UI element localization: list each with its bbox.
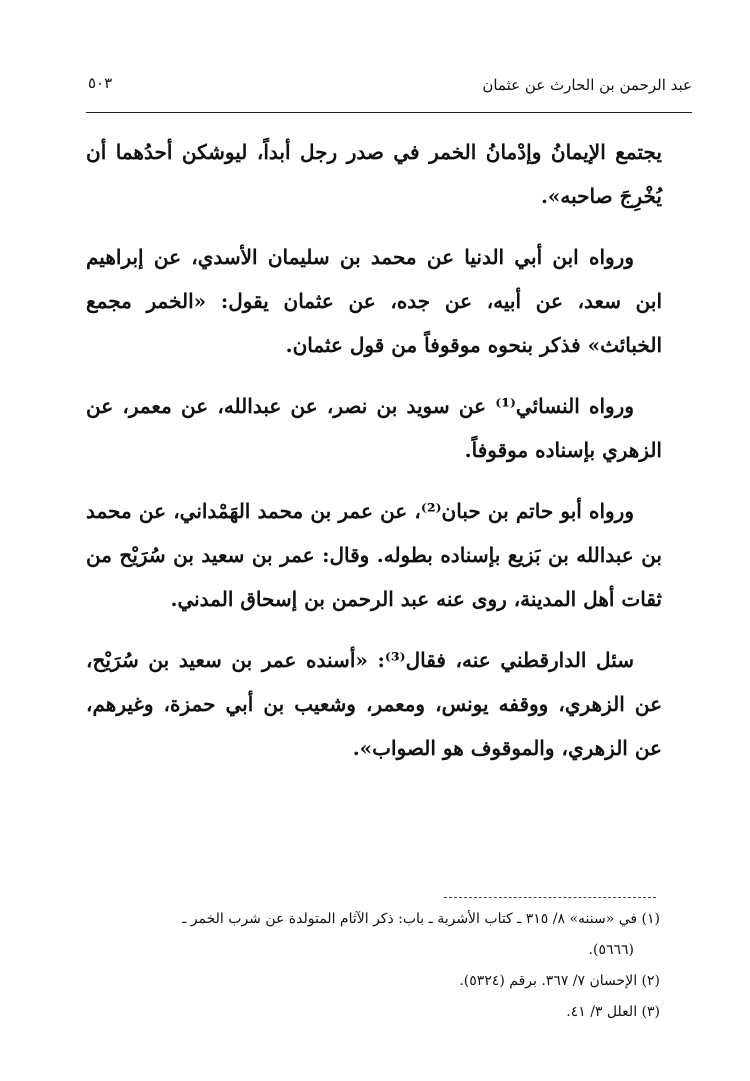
footnote-1: (١) في «سننه» ٨/ ٣١٥ ـ كتاب الأشربة ـ باب: ذكر الآثام المتولدة عن شرب الخمر ـ (182, 911, 660, 927)
footnote-separator (444, 897, 656, 898)
header-rule (86, 112, 692, 113)
paragraph-4: ورواه أبو حاتم بن حبان⁽²⁾، عن عمر بن محمد الهَمْداني، عن محمد بن عبدالله بن بَزيع بإسناده بطوله. وقال: عمر بن سعيد بن سُرَيْح من ثقات أهل المدينة، روى عنه عبد الرحمن بن إسحاق المدني. (86, 499, 662, 611)
footnote-3: (٣) العلل ٣/ ٤١. (566, 1004, 660, 1020)
paragraph-1: يجتمع الإيمانُ وإدْمانُ الخمر في صدر رجل أبداً، ليوشكن أحدُهما أن يُخْرِجَ صاحبه». (86, 140, 662, 208)
paragraph-5: سئل الدارقطني عنه، فقال⁽³⁾: «أسنده عمر بن سعيد بن سُرَيْح، عن الزهري، ووقفه يونس، ومعمر، وشعيب بن أبي حمزة، وغيرهم، عن الزهري، والموقوف هو الصواب». (86, 648, 663, 760)
page-number: ٥٠٣ (88, 74, 113, 92)
footnote-2: (٢) الإحسان ٧/ ٣٦٧. برقم (٥٣٢٤). (459, 973, 660, 989)
running-title: عبد الرحمن بن الحارث عن عثمان (482, 76, 692, 94)
paragraph-3: ورواه النسائي⁽¹⁾ عن سويد بن نصر، عن عبدالله، عن معمر، عن الزهري بإسناده موقوفاً. (86, 394, 662, 462)
page-header (88, 70, 692, 104)
main-text (86, 130, 662, 787)
footnote-1-continuation: (٥٦٦٦). (588, 942, 634, 958)
paragraph-2: ورواه ابن أبي الدنيا عن محمد بن سليمان الأسدي، عن إبراهيم ابن سعد، عن أبيه، عن جده، عن عثمان يقول: «الخمر مجمع الخبائث» فذكر بنحوه موقوفاً من قول عثمان. (86, 245, 662, 357)
footnotes (86, 904, 660, 1028)
